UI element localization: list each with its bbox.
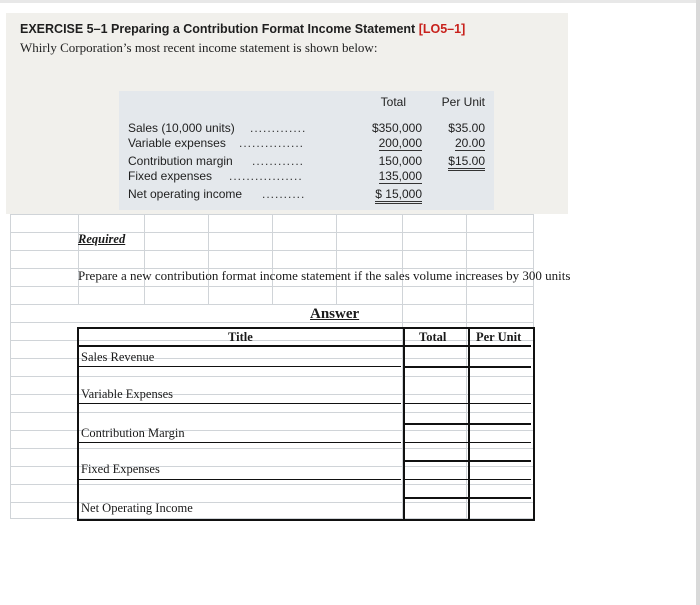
learning-objective: [LO5–1] <box>418 22 466 36</box>
answer-row-fixed-expenses: Fixed Expenses <box>81 462 160 476</box>
row-divider <box>79 403 401 404</box>
row-divider <box>79 479 401 480</box>
variable-total: 200,000 <box>378 136 422 150</box>
row-divider <box>79 366 401 367</box>
row-label-sales: Sales (10,000 units) <box>128 121 235 135</box>
header-per-unit: Per Unit <box>441 95 485 109</box>
contribution-margin-per-unit-cell[interactable] <box>470 425 531 442</box>
answer-row-sales-revenue: Sales Revenue <box>81 350 155 364</box>
header-total: Total <box>380 95 406 109</box>
answer-heading: Answer <box>310 306 360 322</box>
fixed-expenses-total-cell[interactable] <box>405 462 466 479</box>
answer-col-total: Total <box>419 330 447 344</box>
variable-expenses-per-unit-cell[interactable] <box>470 385 531 403</box>
answer-col-per-unit: Per Unit <box>476 330 522 344</box>
leader-dots: ............... <box>239 136 305 150</box>
fixed-expenses-per-unit-cell[interactable] <box>470 462 531 479</box>
leader-dots: ............. <box>250 121 307 135</box>
contribution-margin-total-cell[interactable] <box>405 425 466 442</box>
variable-per-unit: 20.00 <box>454 136 485 150</box>
answer-col-title: Title <box>228 330 253 344</box>
row-label-net: Net operating income <box>128 187 243 201</box>
sales-per-unit: $35.00 <box>448 121 485 135</box>
sales-revenue-per-unit-cell[interactable] <box>470 347 531 365</box>
exercise-subtitle: Whirly Corporation’s most recent income statement is shown below: <box>20 40 378 55</box>
leader-dots: .......... <box>262 187 306 201</box>
textbook-excerpt <box>6 13 568 214</box>
answer-header-divider <box>77 327 531 347</box>
sales-revenue-total-cell[interactable] <box>405 347 466 365</box>
row-label-contribution: Contribution margin <box>128 154 233 168</box>
exercise-title-text: EXERCISE 5–1 Preparing a Contribution Format Income Statement <box>20 22 416 36</box>
fixed-total: 135,000 <box>378 169 422 183</box>
row-divider <box>403 442 531 443</box>
answer-row-contribution-margin: Contribution Margin <box>81 426 185 440</box>
row-divider <box>403 366 531 368</box>
required-prompt: Prepare a new contribution format income statement if the sales volume increases by 300 units <box>78 268 571 283</box>
row-divider <box>79 442 401 443</box>
row-label-variable: Variable expenses <box>128 136 226 150</box>
window-edge <box>696 0 700 605</box>
top-edge <box>0 0 700 3</box>
leader-dots: ............ <box>252 154 305 168</box>
row-label-fixed: Fixed expenses <box>128 169 213 183</box>
leader-dots: ................. <box>229 169 303 183</box>
variable-expenses-total-cell[interactable] <box>405 385 466 403</box>
sales-total: $350,000 <box>371 121 422 135</box>
income-statement <box>119 91 494 210</box>
net-operating-income-total-cell[interactable] <box>405 499 466 516</box>
row-divider <box>403 479 531 480</box>
exercise-title <box>20 22 465 36</box>
required-heading: Required <box>78 232 126 246</box>
contribution-per-unit: $15.00 <box>448 154 485 171</box>
answer-row-variable-expenses: Variable Expenses <box>81 387 173 401</box>
net-total: $ 15,000 <box>375 187 422 204</box>
contribution-total: 150,000 <box>378 154 422 168</box>
answer-row-net-operating-income: Net Operating Income <box>81 501 193 515</box>
row-divider <box>403 403 531 404</box>
net-operating-income-per-unit-cell[interactable] <box>470 499 531 516</box>
